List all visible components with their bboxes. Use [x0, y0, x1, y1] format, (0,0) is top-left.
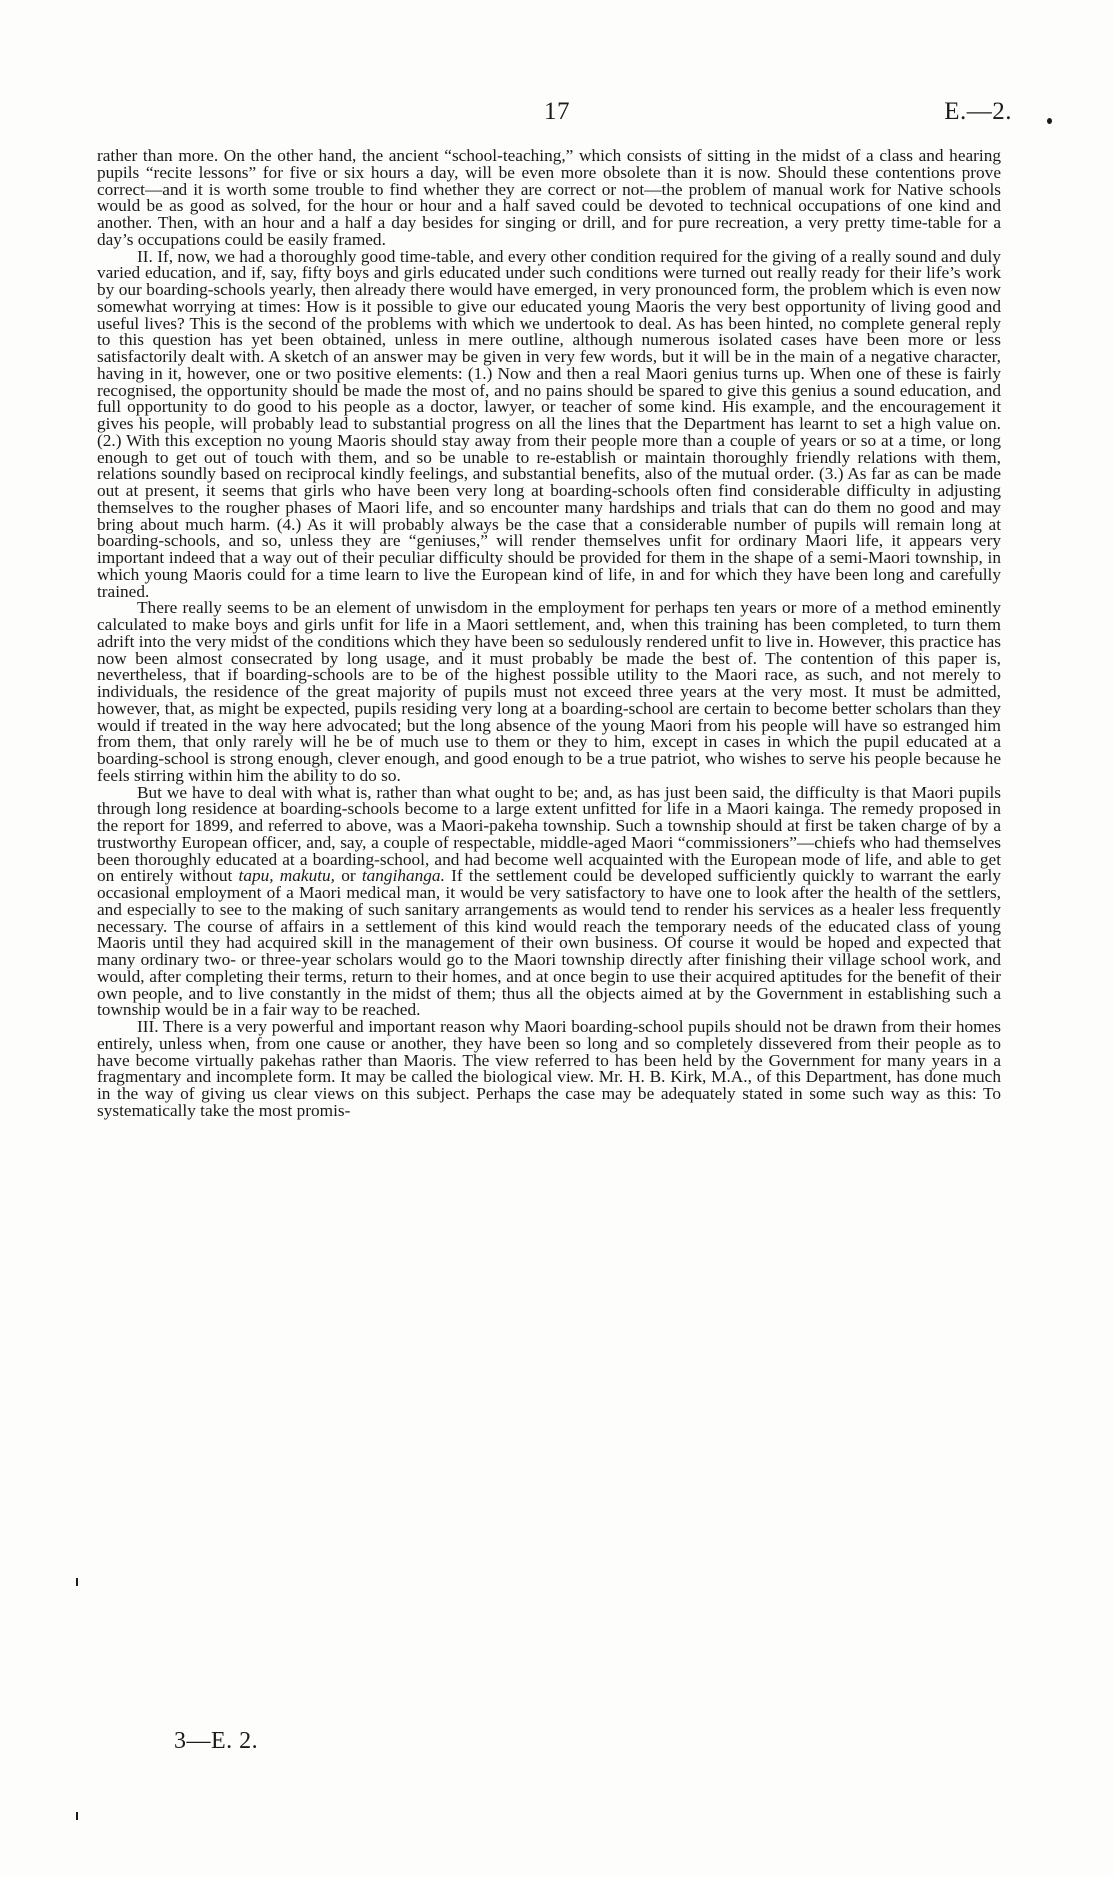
margin-mark	[76, 1812, 78, 1820]
page-number: 17	[544, 98, 570, 125]
paragraph-unwisdom: There really seems to be an element of unwisdom in the employment for perhaps ten years or more of a method eminently calculated to make boys and girls unfit for life in a Maori settlement, and, when this training has been completed, to turn them adrift into the very midst of the conditions which they have been so sedulously rendered unfit to live in. However, this practice has now been almost consecrated by long usage, and it must probably be made the best of. The contention of this paper is, nevertheless, that if boarding-schools are to be of the highest possible utility to the Maori race, as such, and not merely to individuals, the residence of the great majority of pupils must not exceed three years at the very most. It must be admitted, however, that, as might be expected, pupils residing very long at a boarding-school are certain to become better scholars than they would if treated in the way here advocated; but the long absence of the young Maori from his people will have so estranged him from them, that only rarely will he be of much use to them or they to him, except in cases in which the pupil educated at a boarding-school is strong enough, clever enough, and good enough to be a true patriot, who wishes to serve his people because he feels stirring within him the ability to do so.	[97, 598, 1001, 785]
body-text	[97, 148, 1001, 1120]
paragraph-text: But we have to deal with what is, rather than what ought to be; and, as has just been said, the difficulty is that Maori pupils through long residence at boarding-schools become to a large extent unfitted for life in a Maori kainga. The remedy proposed in the report for 1899, and referred to above, was a Maori-pakeha township. Such a township should at first be taken charge of by a trustworthy European officer, and, say, a couple of respectable, middle-aged Maori “commissioners”—chiefs who had themselves been thoroughly educated at a boarding-school, and had become well acquainted with the European mode of life, and able to get on entirely without	[97, 782, 1001, 886]
paragraph-text: If the settlement could be developed sufficiently quickly to warrant the early occasional employment of a Maori medical man, it would be very satisfactory to have one to look after the health of the settlers, and especially to see to the making of such sanitary arrangements as would tend to render his services as a healer less frequently necessary. The course of affairs in a settlement of this kind would reach the temporary needs of the educated class of young Maoris until they had acquired skill in the management of their own business. Of course it would be hoped and expected that many ordinary two- or three-year scholars would go to the Maori township directly after finishing their village school work, and would, after completing their terms, return to their homes, and at once begin to use their acquired aptitudes for the benefit of their own people, and to live constantly in the midst of them; thus all the objects aimed at by the Government in establishing such a township would be in a fair way to be reached.	[97, 866, 1001, 1020]
italic-term: tangihanga.	[361, 866, 445, 886]
paragraph-section-iii: III. There is a very powerful and important reason why Maori boarding-school pupils should not be drawn from their homes entirely, unless when, from one cause or another, they have been so long and so completely dissevered from their people as to have become virtually pakehas rather than Maoris. The view referred to has been held by the Government for many years in a fragmentary and incomplete form. It may be called the biological view. Mr. H. B. Kirk, M.A., of this Department, has done much in the way of giving us clear views on this subject. Perhaps the case may be adequately stated in some such way as this: To systematically take the most promis-	[97, 1017, 1001, 1120]
italic-term: tapu, makutu,	[238, 866, 335, 886]
ink-speck	[1047, 118, 1052, 124]
paragraph-continuation: rather than more. On the other hand, the ancient “school-teaching,” which consists of sitting in the midst of a class and hearing pupils “recite lessons” for five or six hours a day, will be even more obsolete than it is now. Should these contentions prove correct—and it is worth some trouble to find whether they are correct or not—the problem of manual work for Native schools would be as good as solved, for the hour or hour and a half saved could be devoted to technical occupations of one kind and another. Then, with an hour and a half a day besides for singing or drill, and for pure recreation, a very pretty time-table for a day’s occupations could be easily framed.	[97, 146, 1001, 249]
paragraph-section-ii: II. If, now, we had a thoroughly good time-table, and every other condition required for the giving of a really sound and duly varied education, and if, say, fifty boys and girls educated under such conditions were turned out really ready for their life’s work by our boarding-schools yearly, then already there would have emerged, in very pronounced form, the problem which is even now somewhat worrying at times: How is it possible to give our educated young Maoris the very best opportunity of living good and useful lives? This is the second of the problems with which we undertook to deal. As has been hinted, no complete general reply to this question has yet been obtained, unless in mere outline, although numerous isolated cases have been more or less satisfactorily dealt with. A sketch of an answer may be given in very few words, but it will be in the main of a negative character, having in it, however, one or two positive elements: (1.) Now and then a real Maori genius turns up. When one of these is fairly recognised, the opportunity should be made the most of, and no pains should be spared to give this genius a sound education, and full opportunity to do good to his people as a doctor, lawyer, or teacher of some kind. His example, and the encouragement it gives his people, will probably lead to substantial progress on all the lines that the Department has learnt to set a high value on. (2.) With this exception no young Maoris should stay away from their people more than a couple of years or so at a time, or long enough to get out of touch with them, and so be unable to re-establish or maintain thoroughly friendly relations with them, relations soundly based on reciprocal kindly feelings, and substantial benefits, also of the mutual order. (3.) As far as can be made out at present, it seems that girls who have been very long at boarding-schools often find considerable difficulty in adjusting themselves to the rougher phases of Maori life, and so encounter many hardships and trials that can do them no good and may bring about much harm. (4.) As it will probably always be the case that a considerable number of pupils will remain long at boarding-schools, and so, unless they are “geniuses,” will render themselves unfit for ordinary Maori life, it appears very important indeed that a way out of their peculiar difficulty should be provided for them in the shape of a semi-Maori township, in which young Maoris could for a time learn to live the European kind of life, in and for which they have been long and carefully trained.	[97, 246, 1001, 601]
paragraph-township	[97, 782, 1001, 1020]
series-reference: E.—2.	[944, 98, 1012, 125]
conjunction-text: or	[341, 866, 356, 886]
margin-mark	[76, 1578, 78, 1586]
signature-mark: 3—E. 2.	[174, 1728, 259, 1754]
